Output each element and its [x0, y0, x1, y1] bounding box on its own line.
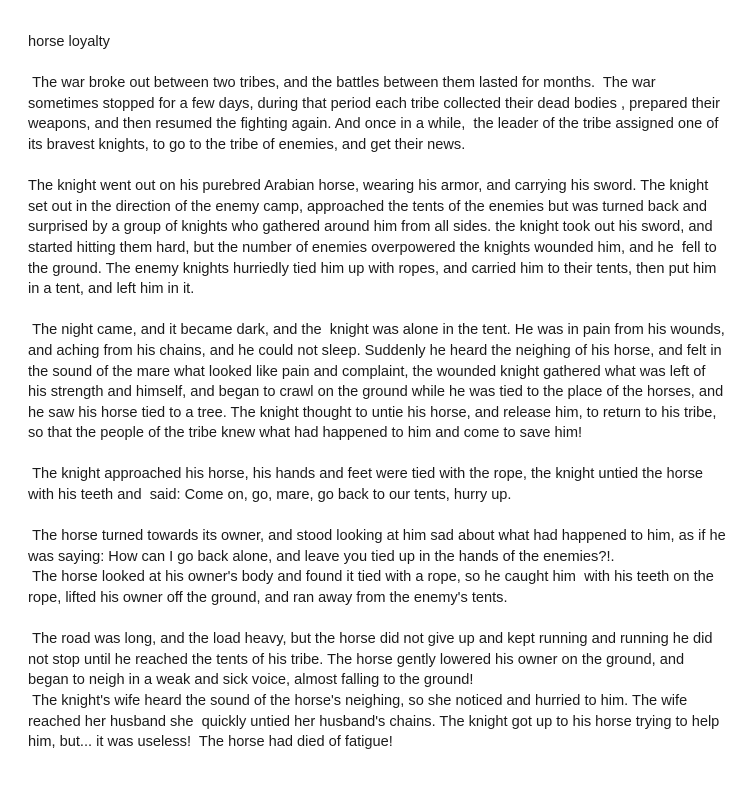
paragraph-8: The knight's wife heard the sound of the horse's neighing, so she noticed and hurried to him. The wife reached her husband she quickly untied her husband's chains. The knight got up to his horse trying to help him, but... it was useless! The horse had died of fatigue!: [28, 693, 724, 751]
paragraph-4: The knight approached his horse, his hands and feet were tied with the rope, the knight untied the horse with his teeth and said: Come on, go, mare, go back to our tents, hurry up.: [28, 466, 708, 504]
document-body: [28, 32, 728, 753]
paragraph-5: The horse turned towards its owner, and stood looking at him sad about what had happened to him, as if he was saying: How can I go back alone, and leave you tied up in the hands of the enemies?!.: [28, 528, 730, 565]
paragraph-2: The knight went out on his purebred Arabian horse, wearing his armor, and carrying his sword. The knight set out in the direction of the enemy camp, approached the tents of the enemies but was turned back and surprised by a group of knights who gathered around him from all sides. the knight took out his sword, and started hitting them hard, but the number of enemies overpowered the knights wounded him, and he fell to the ground. The enemy knights hurriedly tied him up with ropes, and carried him to their tents, then put him in a tent, and left him in it.: [28, 178, 721, 298]
paragraph-1: The war broke out between two tribes, and the battles between them lasted for months. The war sometimes stopped for a few days, during that period each tribe collected their dead bodies , prepared their weapons, and then resumed the fighting again. And once in a while, the leader of the tribe assigned one of its bravest knights, to go to the tribe of enemies, and get their news.: [28, 75, 725, 153]
paragraph-6: The horse looked at his owner's body and found it tied with a rope, so he caught him with his teeth on the rope, lifted his owner off the ground, and ran away from the enemy's tents.: [28, 569, 718, 607]
paragraph-3: The night came, and it became dark, and the knight was alone in the tent. He was in pain from his wounds, and aching from his chains, and he could not sleep. Suddenly he heard the neighing of his horse, and felt in the sound of the mare what looked like pain and complaint, the wounded knight gathered what was left of his strength and himself, and began to crawl on the ground while he was tied to the place of the horses, and he saw his horse tied to a tree. The knight thought to untie his horse, and release him, to return to his tribe, so that the people of the tribe knew what had happened to him and come to save him!: [28, 322, 729, 442]
document-title: horse loyalty: [28, 34, 110, 50]
paragraph-7: The road was long, and the load heavy, but the horse did not give up and kept running and running he did not stop until he reached the tents of his tribe. The horse gently lowered his owner on the ground, and began to neigh in a weak and sick voice, almost falling to the ground!: [28, 631, 717, 689]
